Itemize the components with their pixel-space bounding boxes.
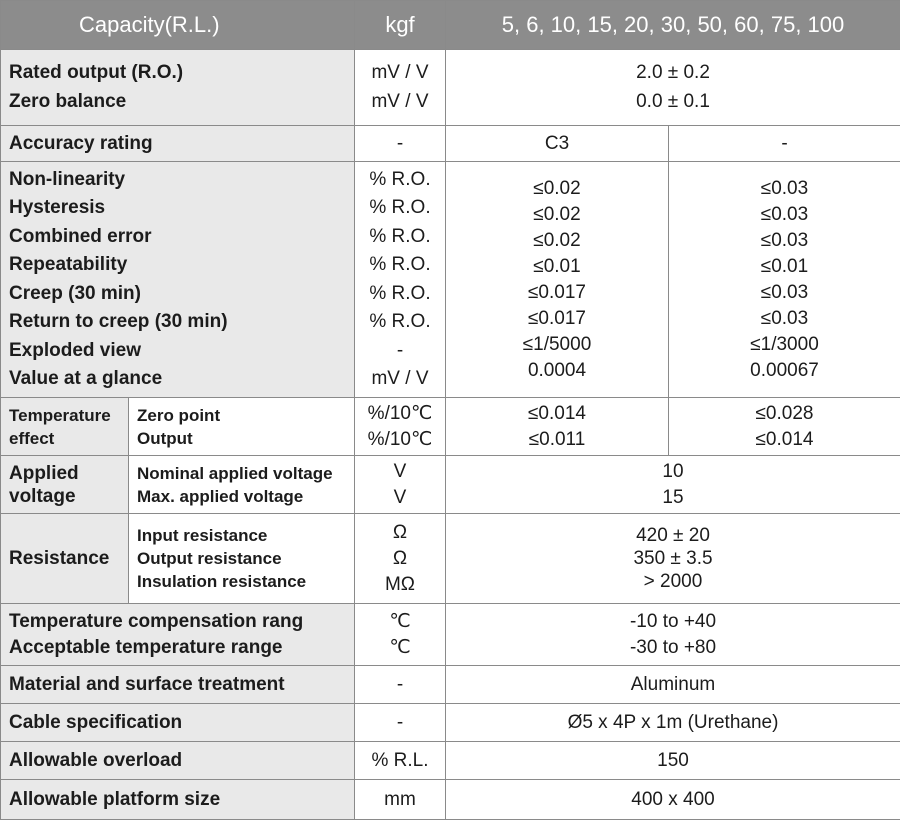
temperature-effect-label-line2: effect [9, 427, 128, 450]
characteristics-units [355, 162, 446, 398]
temperature-effect-values-a [446, 398, 669, 456]
return-to-creep-value-a: ≤0.017 [446, 306, 668, 332]
resistance-label: Resistance [1, 514, 129, 604]
accuracy-row [1, 126, 900, 162]
cable-value: Ø5 x 4P x 1m (Urethane) [446, 704, 900, 742]
return-to-creep-label: Return to creep (30 min) [9, 308, 354, 337]
resistance-units [355, 514, 446, 604]
output-row [1, 50, 900, 126]
material-row [1, 666, 900, 704]
zero-point-label: Zero point [137, 404, 354, 427]
max-voltage-label: Max. applied voltage [137, 485, 354, 508]
max-voltage-value: 15 [446, 485, 900, 511]
output-units [355, 50, 446, 126]
overload-unit: % R.L. [355, 742, 446, 780]
compensation-range-value: -10 to +40 [446, 609, 900, 635]
temperature-effect-label-line1: Temperature [9, 404, 128, 427]
non-linearity-value-b: ≤0.03 [669, 176, 900, 202]
temperature-range-values [446, 604, 900, 666]
zero-balance-label: Zero balance [9, 88, 354, 117]
exploded-view-value-b: ≤1/3000 [669, 332, 900, 358]
return-to-creep-value-b: ≤0.03 [669, 306, 900, 332]
max-voltage-unit: V [355, 485, 445, 511]
temperature-effect-sublabels [129, 398, 355, 456]
zero-point-value-a: ≤0.014 [446, 401, 668, 427]
exploded-view-unit: - [355, 337, 445, 366]
applied-voltage-row [1, 456, 900, 514]
compensation-range-unit: ℃ [355, 609, 445, 635]
repeatability-unit: % R.O. [355, 251, 445, 280]
output-effect-value-a: ≤0.011 [446, 427, 668, 453]
cable-label: Cable specification [1, 704, 355, 742]
hysteresis-value-b: ≤0.03 [669, 202, 900, 228]
temperature-range-row [1, 604, 900, 666]
overload-row [1, 742, 900, 780]
temperature-effect-units [355, 398, 446, 456]
non-linearity-value-a: ≤0.02 [446, 176, 668, 202]
output-labels [1, 50, 355, 126]
non-linearity-label: Non-linearity [9, 166, 354, 195]
input-resistance-label: Input resistance [137, 524, 354, 547]
accuracy-value-a: C3 [446, 126, 669, 162]
cable-unit: - [355, 704, 446, 742]
combined-error-label: Combined error [9, 223, 354, 252]
acceptable-range-label: Acceptable temperature range [9, 635, 354, 661]
header-capacity-values: 5, 6, 10, 15, 20, 30, 50, 60, 75, 100 [446, 1, 900, 50]
cable-row [1, 704, 900, 742]
applied-voltage-sublabels [129, 456, 355, 514]
overload-value: 150 [446, 742, 900, 780]
hysteresis-label: Hysteresis [9, 194, 354, 223]
temperature-effect-values-b [669, 398, 900, 456]
material-unit: - [355, 666, 446, 704]
input-resistance-unit: Ω [355, 520, 445, 546]
applied-voltage-label-line2: voltage [9, 485, 128, 508]
characteristics-values-b [669, 162, 900, 398]
zero-point-unit: %/10℃ [355, 401, 445, 427]
platform-unit: mm [355, 780, 446, 820]
value-at-glance-label: Value at a glance [9, 365, 354, 394]
combined-error-unit: % R.O. [355, 223, 445, 252]
compensation-range-label: Temperature compensation rang [9, 609, 354, 635]
zero-point-value-b: ≤0.028 [669, 401, 900, 427]
characteristics-labels [1, 162, 355, 398]
hysteresis-value-a: ≤0.02 [446, 202, 668, 228]
accuracy-value-b: - [669, 126, 900, 162]
value-at-glance-value-a: 0.0004 [446, 358, 668, 384]
output-resistance-label: Output resistance [137, 547, 354, 570]
platform-value: 400 x 400 [446, 780, 900, 820]
accuracy-unit: - [355, 126, 446, 162]
creep-label: Creep (30 min) [9, 280, 354, 309]
acceptable-range-unit: ℃ [355, 635, 445, 661]
zero-balance-unit: mV / V [355, 88, 445, 117]
accuracy-label: Accuracy rating [1, 126, 355, 162]
output-effect-value-b: ≤0.014 [669, 427, 900, 453]
header-capacity-label: Capacity(R.L.) [1, 1, 355, 50]
applied-voltage-label [1, 456, 129, 514]
output-effect-unit: %/10℃ [355, 427, 445, 453]
applied-voltage-units [355, 456, 446, 514]
value-at-glance-unit: mV / V [355, 365, 445, 394]
exploded-view-value-a: ≤1/5000 [446, 332, 668, 358]
zero-balance-value: 0.0 ± 0.1 [446, 88, 900, 117]
creep-value-a: ≤0.017 [446, 280, 668, 306]
repeatability-label: Repeatability [9, 251, 354, 280]
output-resistance-unit: Ω [355, 546, 445, 572]
return-to-creep-unit: % R.O. [355, 308, 445, 337]
insulation-resistance-label: Insulation resistance [137, 570, 354, 593]
insulation-resistance-value: > 2000 [446, 570, 900, 593]
creep-unit: % R.O. [355, 280, 445, 309]
resistance-values [446, 514, 900, 604]
characteristics-row [1, 162, 900, 398]
resistance-row [1, 514, 900, 604]
acceptable-range-value: -30 to +80 [446, 635, 900, 661]
repeatability-value-a: ≤0.01 [446, 254, 668, 280]
temperature-effect-row [1, 398, 900, 456]
output-values [446, 50, 900, 126]
material-value: Aluminum [446, 666, 900, 704]
nominal-voltage-unit: V [355, 459, 445, 485]
rated-output-unit: mV / V [355, 59, 445, 88]
rated-output-label: Rated output (R.O.) [9, 59, 354, 88]
temperature-range-units [355, 604, 446, 666]
value-at-glance-value-b: 0.00067 [669, 358, 900, 384]
repeatability-value-b: ≤0.01 [669, 254, 900, 280]
insulation-resistance-unit: MΩ [355, 572, 445, 598]
applied-voltage-label-line1: Applied [9, 462, 128, 485]
creep-value-b: ≤0.03 [669, 280, 900, 306]
overload-label: Allowable overload [1, 742, 355, 780]
resistance-sublabels [129, 514, 355, 604]
platform-row [1, 780, 900, 820]
characteristics-values-a [446, 162, 669, 398]
exploded-view-label: Exploded view [9, 337, 354, 366]
platform-label: Allowable platform size [1, 780, 355, 820]
nominal-voltage-value: 10 [446, 459, 900, 485]
material-label: Material and surface treatment [1, 666, 355, 704]
header-unit: kgf [355, 1, 446, 50]
header-row [1, 1, 900, 50]
rated-output-value: 2.0 ± 0.2 [446, 59, 900, 88]
applied-voltage-values [446, 456, 900, 514]
input-resistance-value: 420 ± 20 [446, 524, 900, 547]
combined-error-value-a: ≤0.02 [446, 228, 668, 254]
combined-error-value-b: ≤0.03 [669, 228, 900, 254]
nominal-voltage-label: Nominal applied voltage [137, 462, 354, 485]
temperature-effect-label [1, 398, 129, 456]
hysteresis-unit: % R.O. [355, 194, 445, 223]
temperature-range-labels [1, 604, 355, 666]
non-linearity-unit: % R.O. [355, 166, 445, 195]
output-resistance-value: 350 ± 3.5 [446, 547, 900, 570]
output-effect-label: Output [137, 427, 354, 450]
